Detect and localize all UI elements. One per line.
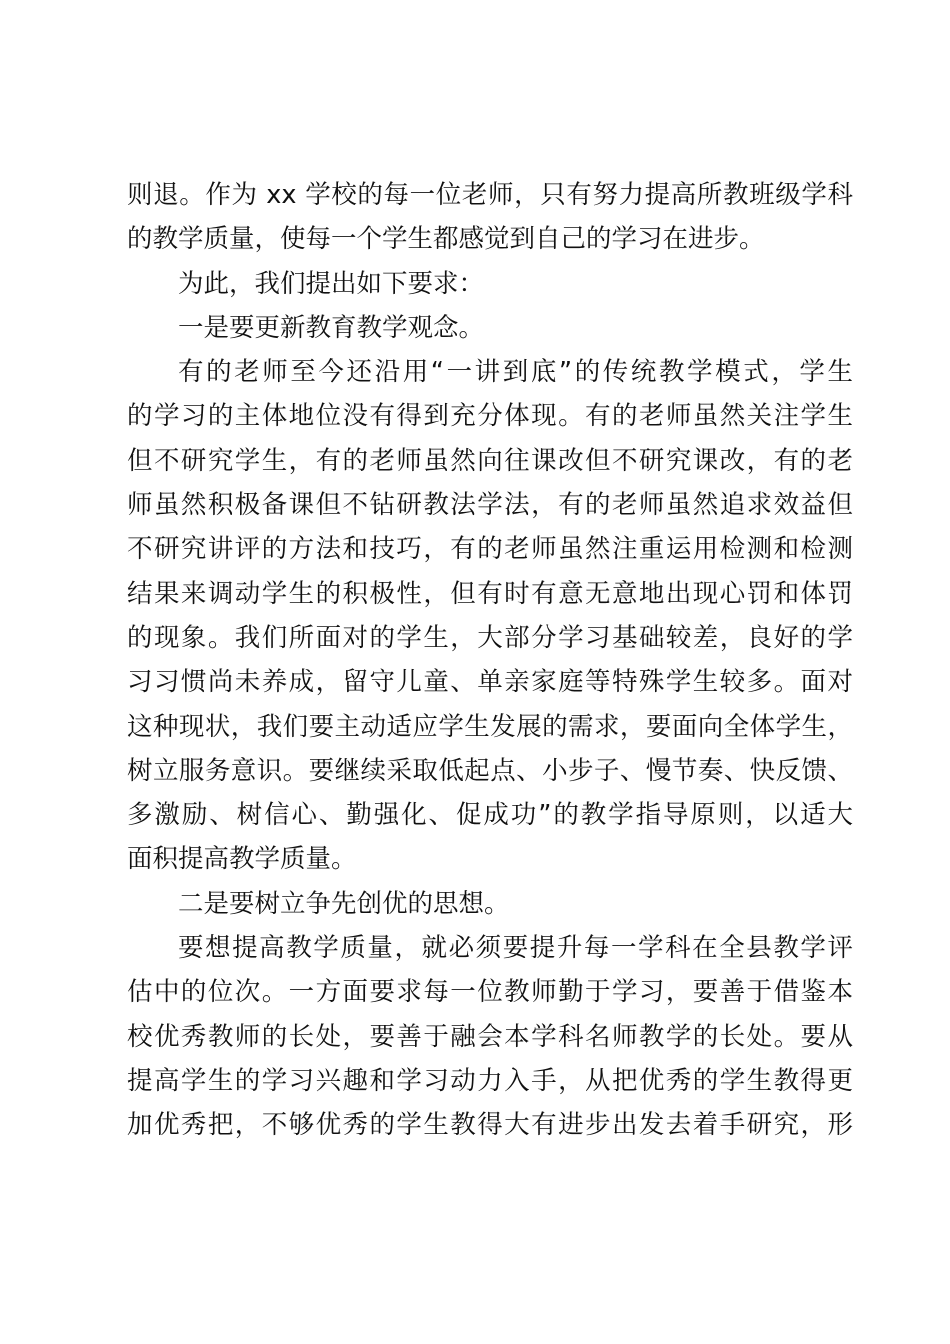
body-line: 的现象。我们所面对的学生，大部分学习基础较差，良好的学 bbox=[127, 622, 853, 653]
body-line: 树立服务意识。要继续采取低起点、小步子、慢节奏、快反馈、 bbox=[127, 755, 853, 786]
paragraph-line: 有的老师至今还沿用“一讲到底”的传统教学模式，学生 bbox=[178, 357, 853, 388]
body-line: 但不研究学生，有的老师虽然向往课改但不研究课改，有的老 bbox=[127, 445, 853, 476]
body-line: 师虽然积极备课但不钻研教法学法，有的老师虽然追求效益但 bbox=[127, 490, 853, 521]
body-line: 校优秀教师的长处，要善于融会本学科名师教学的长处。要从 bbox=[127, 1021, 853, 1052]
body-line: 多激励、树信心、勤强化、促成功”的教学指导原则，以适大 bbox=[127, 800, 853, 831]
body-line: 面积提高教学质量。 bbox=[127, 844, 357, 875]
paragraph-line: 为此，我们提出如下要求： bbox=[178, 268, 485, 299]
section-heading: 一是要更新教育教学观念。 bbox=[178, 312, 485, 343]
body-line: 估中的位次。一方面要求每一位教师勤于学习，要善于借鉴本 bbox=[127, 977, 853, 1008]
body-line: 的学习的主体地位没有得到充分体现。有的老师虽然关注学生 bbox=[127, 401, 853, 432]
body-line: 习习惯尚未养成，留守儿童、单亲家庭等特殊学生较多。面对 bbox=[127, 667, 853, 698]
section-heading: 二是要树立争先创优的思想。 bbox=[178, 888, 510, 919]
document-body bbox=[127, 173, 853, 1148]
body-line: 结果来调动学生的积极性，但有时有意无意地出现心罚和体罚 bbox=[127, 578, 853, 609]
body-line: 的教学质量，使每一个学生都感觉到自己的学习在进步。 bbox=[127, 224, 765, 255]
body-line: 这种现状，我们要主动适应学生发展的需求，要面向全体学生， bbox=[127, 711, 853, 742]
body-line: 加优秀把，不够优秀的学生教得大有进步出发去着手研究，形 bbox=[127, 1110, 853, 1141]
body-line: 不研究讲评的方法和技巧，有的老师虽然注重运用检测和检测 bbox=[127, 534, 853, 565]
body-line: 则退。作为 xx 学校的每一位老师，只有努力提高所教班级学科 bbox=[127, 180, 853, 210]
body-line: 提高学生的学习兴趣和学习动力入手，从把优秀的学生教得更 bbox=[127, 1065, 853, 1096]
paragraph-line: 要想提高教学质量，就必须要提升每一学科在全县教学评 bbox=[178, 933, 853, 964]
